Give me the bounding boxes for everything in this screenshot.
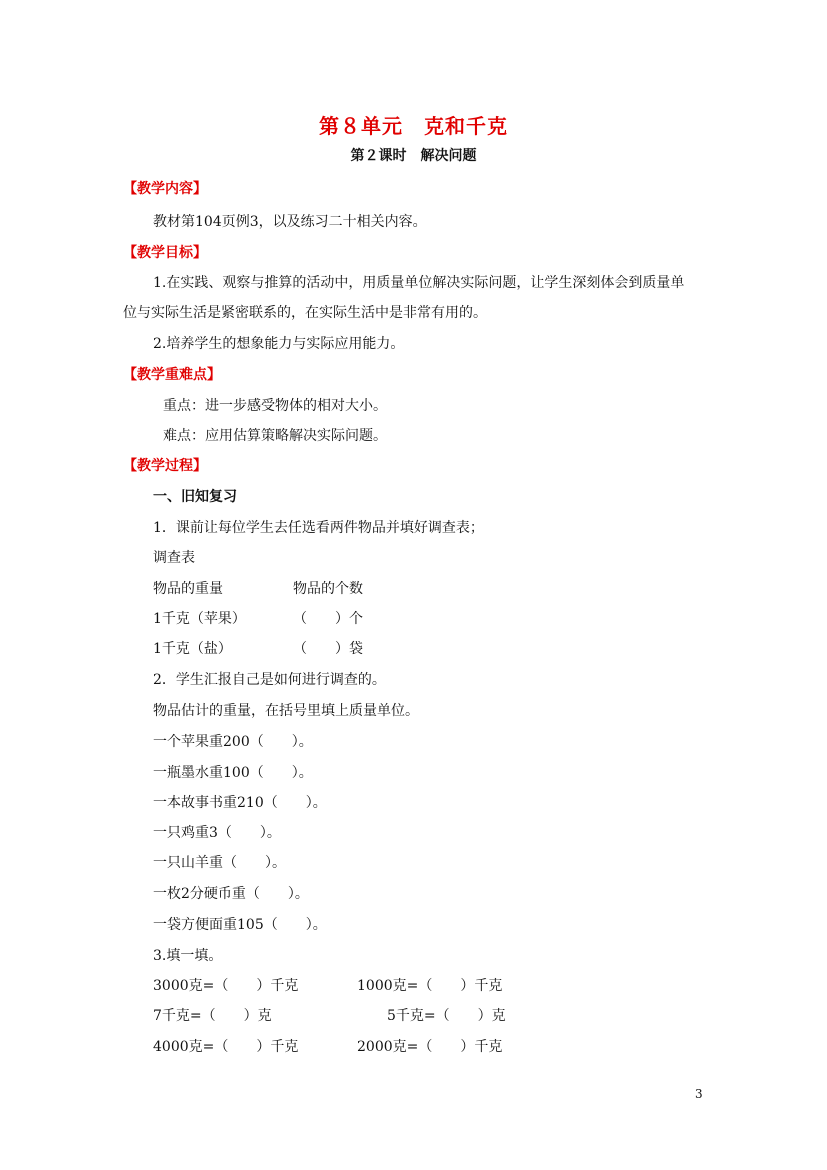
content-text: 教材第104页例3，以及练习二十相关内容。: [153, 214, 427, 230]
goal-1-line-2: 位与实际生活是紧密联系的，在实际生活中是非常有用的。: [123, 305, 487, 321]
goal-1-line-1: 1.在实践、观察与推算的活动中，用质量单位解决实际问题，让学生深刻体会到质量单: [153, 275, 685, 291]
goal-2: 2.培养学生的想象能力与实际应用能力。: [153, 336, 405, 352]
fill-item: 2000克=（ ）千克: [357, 1039, 503, 1055]
fill-item: 7千克=（ ）克: [153, 1008, 272, 1024]
lesson-subtitle: 第２课时 解决问题: [350, 148, 477, 164]
section-process-heading: 【教学过程】: [123, 458, 207, 474]
estimate-item: 一只鸡重3（ ）。: [153, 825, 281, 841]
fill-item: 3000克=（ ）千克: [153, 978, 299, 994]
estimate-item: 一个苹果重200（ ）。: [153, 734, 313, 750]
estimate-item: 一只山羊重（ ）。: [153, 855, 286, 871]
estimate-item: 一瓶墨水重100（ ）。: [153, 765, 313, 781]
keypoint-key: 重点：进一步感受物体的相对大小。: [163, 398, 387, 414]
estimate-item: 一枚2分硬币重（ ）。: [153, 886, 309, 902]
survey-table-title: 调查表: [153, 550, 195, 566]
survey-row-1-count: （ ）个: [293, 611, 363, 627]
survey-row-1-weight: 1千克（苹果）: [153, 611, 246, 627]
section-content-heading: 【教学内容】: [123, 181, 207, 197]
estimate-item: 一本故事书重210（ ）。: [153, 795, 327, 811]
page-number: 3: [695, 1087, 703, 1101]
estimate-item: 一袋方便面重105（ ）。: [153, 917, 327, 933]
fill-item: 1000克=（ ）千克: [357, 978, 503, 994]
page-title: 第８单元 克和千克: [319, 114, 508, 138]
process-step-heading: 一、旧知复习: [153, 489, 237, 505]
survey-row-2-count: （ ）袋: [293, 641, 363, 657]
process-item-1: 1．课前让每位学生去任选看两件物品并填好调查表；: [153, 520, 484, 536]
keypoint-difficult: 难点：应用估算策略解决实际问题。: [163, 428, 387, 444]
fill-item: 5千克=（ ）克: [387, 1008, 506, 1024]
survey-row-2-weight: 1千克（盐）: [153, 641, 232, 657]
process-item-2: 2．学生汇报自己是如何进行调查的。: [153, 672, 386, 688]
estimate-intro: 物品估计的重量，在括号里填上质量单位。: [153, 703, 419, 719]
fill-item: 4000克=（ ）千克: [153, 1039, 299, 1055]
section-keypoints-heading: 【教学重难点】: [123, 367, 221, 383]
section-goals-heading: 【教学目标】: [123, 245, 207, 261]
survey-header-weight: 物品的重量: [153, 581, 223, 597]
survey-header-count: 物品的个数: [293, 581, 363, 597]
process-item-3: 3.填一填。: [153, 948, 223, 964]
